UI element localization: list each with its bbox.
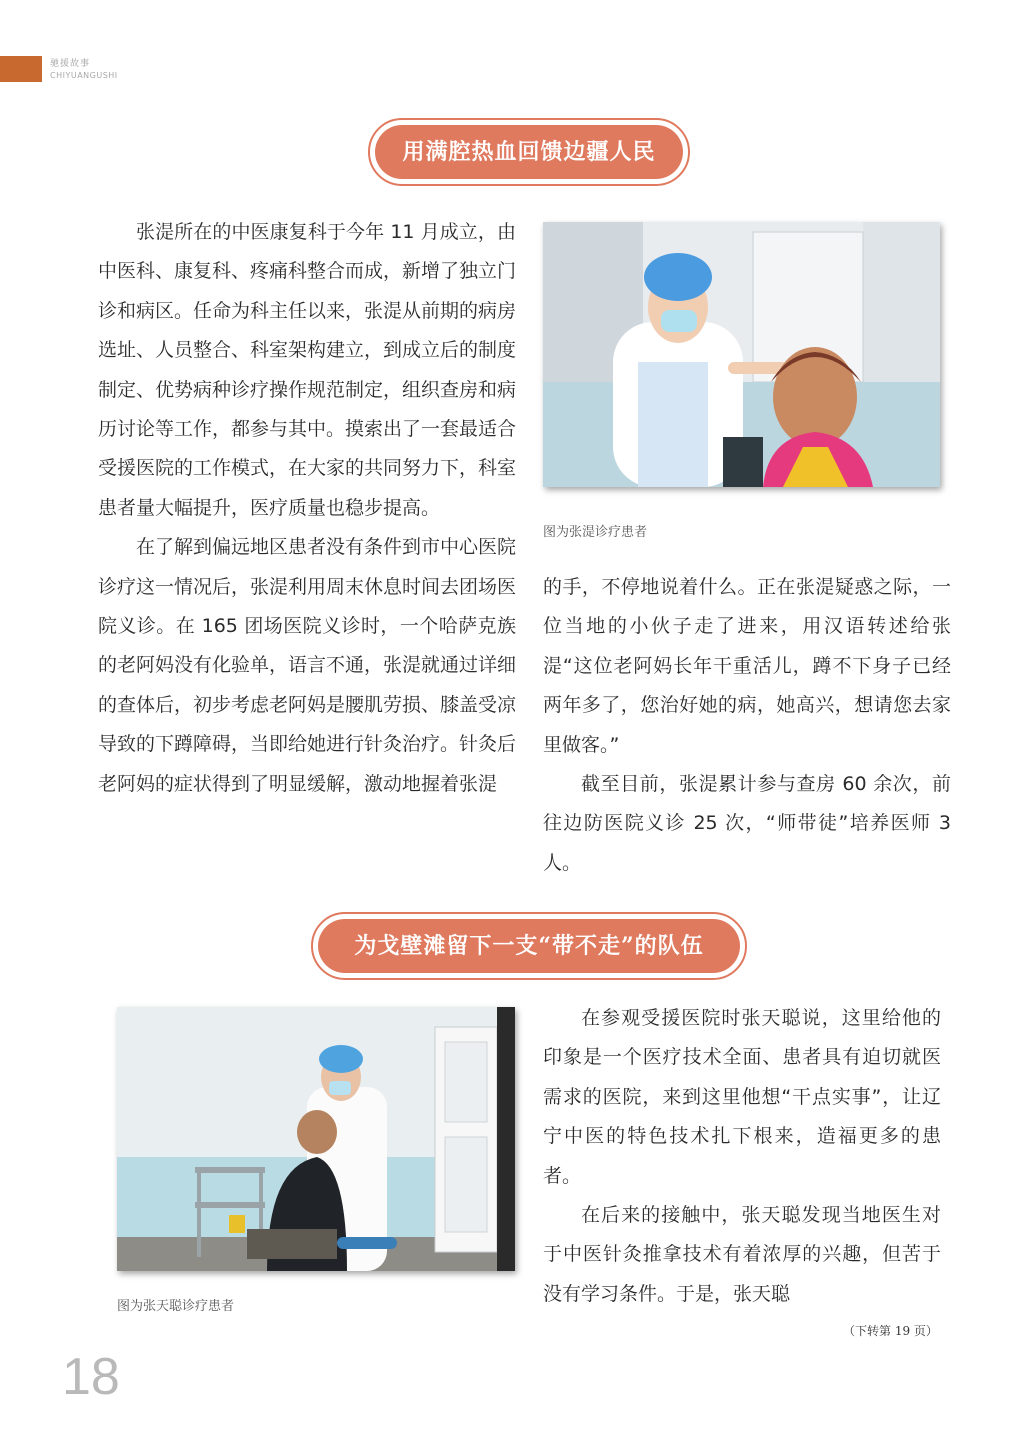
heading-frame — [368, 118, 690, 186]
paragraph: 在参观受援医院时张天聪说，这里给他的印象是一个医疗技术全面、患者具有迫切就医需求的医院，来到这里他想“干点实事”，让辽宁中医的特色技术扎下根来，造福更多的患者。 — [543, 1007, 941, 1187]
section-heading: 用满腔热血回馈边疆人民 — [375, 125, 683, 179]
photo-doctor-treating-patient — [543, 222, 940, 487]
text-column-left — [98, 213, 516, 804]
section-tab — [0, 56, 42, 82]
continued-note: （下转第 19 页） — [843, 1324, 938, 1338]
paragraph: 截至目前，张湜累计参与查房 60 余次，前往边防医院义诊 25 次，“师带徒”培养医师 3 人。 — [543, 773, 951, 874]
photo-caption: 图为张湜诊疗患者 — [543, 525, 648, 540]
section-heading: 为戈壁滩留下一支“带不走”的队伍 — [318, 919, 740, 973]
photo-illustration — [543, 222, 940, 487]
text-column-right-lower — [543, 999, 941, 1314]
section-title-en: CHIYUANGUSHI — [50, 71, 118, 80]
page-number: 18 — [62, 1348, 120, 1406]
paragraph: 的手，不停地说着什么。正在张湜疑惑之际，一位当地的小伙子走了进来，用汉语转述给张湜“这位老阿妈长年干重活儿，蹲不下身子已经两年多了，您治好她的病，她高兴，想请您去家里做客。” — [543, 576, 951, 756]
paragraph: 在后来的接触中，张天聪发现当地医生对于中医针灸推拿技术有着浓厚的兴趣，但苦于没有学习条件。于是，张天聪 — [543, 1204, 941, 1305]
text-column-right — [543, 568, 951, 883]
section-title: 驰援故事 — [50, 59, 91, 69]
paragraph: 在了解到偏远地区患者没有条件到市中心医院诊疗这一情况后，张湜利用周末休息时间去团场医院义诊。在 165 团场医院义诊时，一个哈萨克族的老阿妈没有化验单，语言不通，张湜就通过详细的查体后，初步考虑老阿妈是腰肌劳损、膝盖受凉导致的下蹲障碍，当即给她进行针灸治疗。针灸后老阿妈的症状得到了明显缓解，激动地握着张湜 — [98, 536, 517, 795]
photo-doctor-examining-patient — [117, 1007, 515, 1271]
heading-frame — [311, 912, 747, 980]
paragraph: 张湜所在的中医康复科于今年 11 月成立，由中医科、康复科、疼痛科整合而成，新增了独立门诊和病区。任命为科主任以来，张湜从前期的病房选址、人员整合、科室架构建立，到成立后的制度制定、优势病种诊疗操作规范制定，组织查房和病历讨论等工作，都参与其中。摸索出了一套最适合受援医院的工作模式，在大家的共同努力下，科室患者量大幅提升，医疗质量也稳步提高。 — [98, 221, 517, 519]
photo-caption: 图为张天聪诊疗患者 — [117, 1299, 235, 1314]
photo-illustration — [117, 1007, 515, 1271]
